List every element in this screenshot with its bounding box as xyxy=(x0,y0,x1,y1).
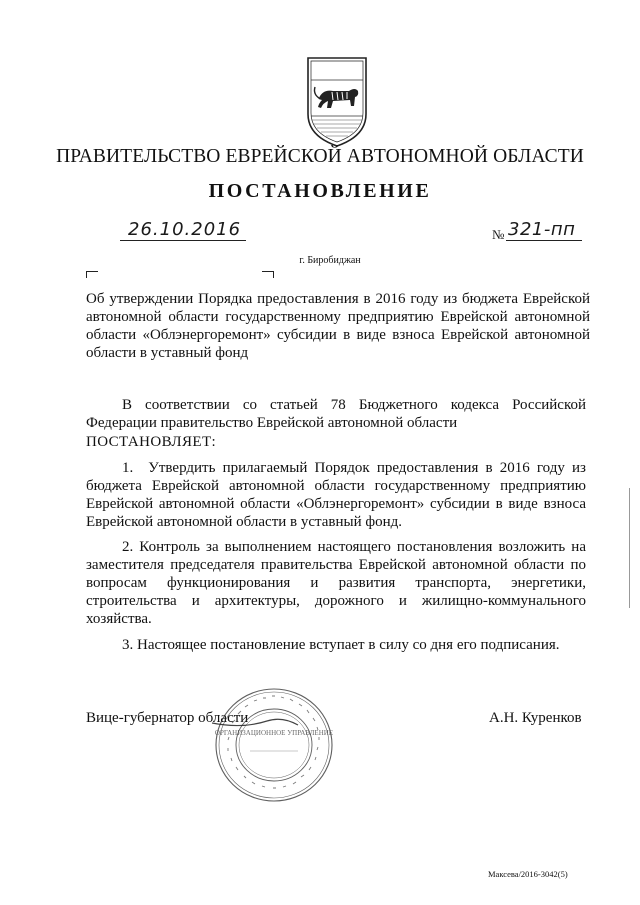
document-number: 321-пп xyxy=(508,219,576,240)
government-title: ПРАВИТЕЛЬСТВО ЕВРЕЙСКОЙ АВТОНОМНОЙ ОБЛАСТИ xyxy=(56,146,584,167)
decree-item-3: 3. Настоящее постановление вступает в силу со дня его подписания. xyxy=(122,637,560,653)
subject-corner-right xyxy=(262,271,274,278)
document-subject: Об утверждении Порядка предоставления в 2016 году из бюджета Еврейской автономной области государственному предприятию Еврейской автономной области «Облэнергоремонт» субсидии в виде взноса Еврейской автономной области в уставный фонд xyxy=(86,291,590,361)
seal-center-text: ОРГАНИЗАЦИОННОЕ УПРАВЛЕНИЕ xyxy=(214,729,334,737)
city-name: г. Биробиджан xyxy=(299,255,361,266)
date-underline xyxy=(120,240,246,241)
number-underline xyxy=(506,240,582,241)
document-type: ПОСТАНОВЛЕНИЕ xyxy=(208,180,432,202)
signer-title: Вице-губернатор области xyxy=(86,710,249,726)
signer-name: А.Н. Куренков xyxy=(489,710,582,726)
official-seal-stamp xyxy=(212,683,336,807)
document-date: 26.10.2016 xyxy=(128,219,242,240)
footer-document-code: Максева/2016-3042(5) xyxy=(488,869,568,879)
coat-of-arms-emblem xyxy=(302,56,372,148)
decree-item-2: 2. Контроль за выполнением настоящего постановления возложить на заместителя председателя правительства Еврейской автономной области по вопросам функционирования и развития транспорта, энергетики, строительства и архитектуры, дорожного и жилищно-коммунального хозяйства. xyxy=(86,539,586,627)
preamble-text: В соответствии со статьей 78 Бюджетного кодекса Российской Федерации правительство Еврейской автономной области xyxy=(86,397,586,431)
decree-word: ПОСТАНОВЛЯЕТ: xyxy=(86,434,217,450)
decree-item-1: 1. Утвердить прилагаемый Порядок предоставления в 2016 году из бюджета Еврейской автономной области государственному предприятию Еврейской автономной области «Облэнергоремонт» субсидии в виде взноса Еврейской автономной области в уставный фонд. xyxy=(86,460,586,530)
number-label: № xyxy=(492,227,505,242)
scan-edge-mark xyxy=(629,488,630,608)
subject-corner-left xyxy=(86,271,98,278)
